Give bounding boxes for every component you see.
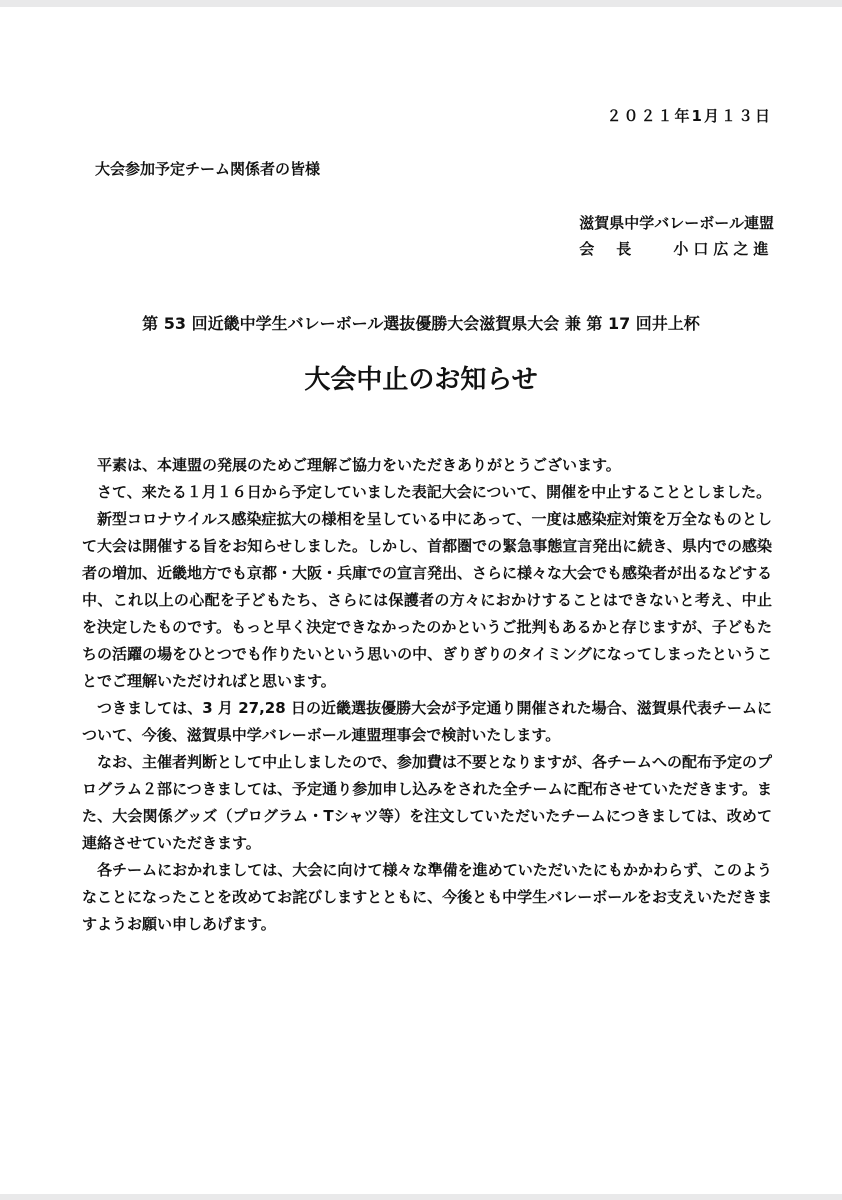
- paragraph-2: さて、来たる１月１６日から予定していました表記大会について、開催を中止することとしました。: [97, 483, 772, 501]
- document-page: [0, 7, 842, 1194]
- paragraph-5: なお、主催者判断として中止しましたので、参加費は不要となりますが、各チームへの配布予定のプログラム２部につきましては、予定通り参加申し込みをされた全チームに配布させていただきます。また、大会関係グッズ（プログラム・Tシャツ等）を注文していただいたチームにつきましては、改めて連絡させていただきます。: [82, 753, 772, 852]
- paragraph-4: つきましては、3 月 27,28 日の近畿選抜優勝大会が予定通り開催された場合、滋賀県代表チームについて、今後、滋賀県中学バレーボール連盟理事会で検討いたします。: [82, 699, 772, 744]
- recipient-line: 大会参加予定チーム関係者の皆様: [95, 160, 321, 178]
- paragraph-3: 新型コロナウイルス感染症拡大の様相を呈している中にあって、一度は感染症対策を万全なものとして大会は開催する旨をお知らせしました。しかし、首都圏での緊急事態宣言発出に続き、県内での感染者の増加、近畿地方でも京都・大阪・兵庫での宣言発出、さらに様々な大会でも感染者が出るなどする中、これ以上の心配を子どもたち、さらには保護者の方々におかけすることはできないと考え、中止を決定したものです。もっと早く決定できなかったのかというご批判もあるかと存じますが、子どもたちの活躍の場をひとつでも作りたいという思いの中、ぎりぎりのタイミングになってしまったということでご理解いただければと思います。: [82, 510, 773, 690]
- sender-chair-line: [579, 236, 774, 262]
- main-title: 大会中止のお知らせ: [304, 365, 538, 395]
- sender-name: 小口広之進: [673, 240, 774, 258]
- bottom-edge-bar: [0, 1194, 842, 1200]
- top-edge-bar: [0, 0, 842, 7]
- sender-organization: 滋賀県中学バレーボール連盟: [579, 214, 774, 232]
- document-date: ２０２１年1月１３日: [606, 107, 772, 125]
- body-text: [82, 452, 772, 938]
- event-title: 第 53 回近畿中学生バレーボール選抜優勝大会滋賀県大会 兼 第 17 回井上杯: [142, 314, 700, 333]
- sender-role: 会長: [579, 240, 654, 258]
- paragraph-1: 平素は、本連盟の発展のためご理解ご協力をいただきありがとうございます。: [97, 456, 621, 474]
- paragraph-6: 各チームにおかれましては、大会に向けて様々な準備を進めていただいたにもかかわらず、このようなことになったことを改めてお詫びしますとともに、今後とも中学生バレーボールをお支えいただきますようお願い申しあげます。: [82, 861, 772, 933]
- sender-block: [579, 210, 774, 262]
